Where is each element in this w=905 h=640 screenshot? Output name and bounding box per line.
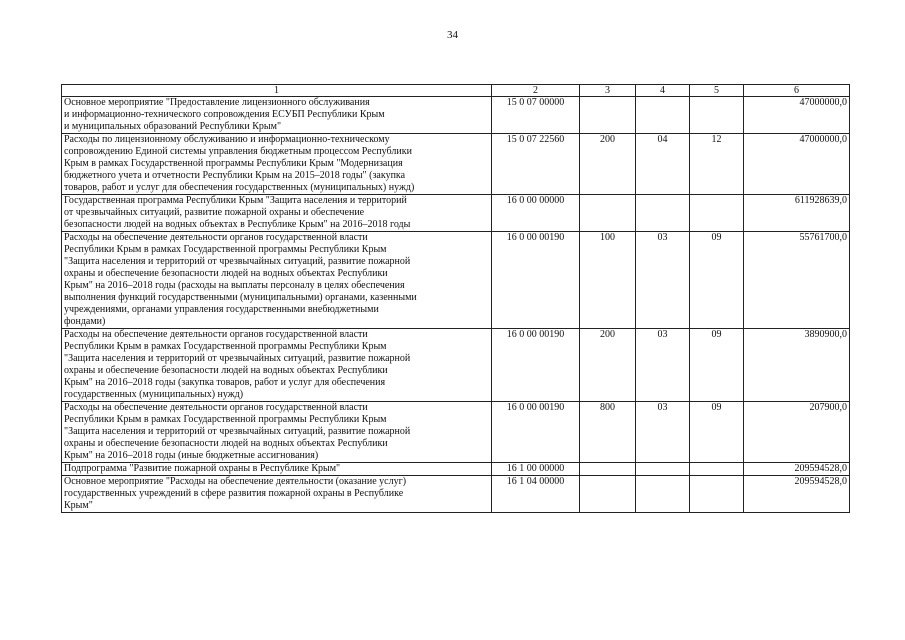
row-subsection: 09 bbox=[690, 402, 744, 463]
row-subsection: 12 bbox=[690, 134, 744, 195]
column-header: 1 bbox=[62, 85, 492, 97]
row-expense-kind: 100 bbox=[580, 232, 636, 329]
row-section: 04 bbox=[636, 134, 690, 195]
row-amount: 209594528,0 bbox=[744, 476, 850, 513]
table-row bbox=[62, 402, 850, 463]
row-description: Основное мероприятие "Расходы на обеспечение деятельности (оказание услуг) государственных учреждений в сфере развития пожарной охраны в Республике Крым" bbox=[62, 476, 492, 513]
table-row bbox=[62, 463, 850, 476]
row-target-code: 16 1 00 00000 bbox=[492, 463, 580, 476]
row-section bbox=[636, 97, 690, 134]
table-row bbox=[62, 476, 850, 513]
row-amount: 47000000,0 bbox=[744, 134, 850, 195]
budget-table bbox=[61, 84, 850, 513]
row-amount: 3890900,0 bbox=[744, 329, 850, 402]
table-row bbox=[62, 329, 850, 402]
row-target-code: 15 0 07 22560 bbox=[492, 134, 580, 195]
column-header: 3 bbox=[580, 85, 636, 97]
column-header: 2 bbox=[492, 85, 580, 97]
column-header: 4 bbox=[636, 85, 690, 97]
row-expense-kind bbox=[580, 195, 636, 232]
row-expense-kind: 200 bbox=[580, 134, 636, 195]
row-target-code: 16 1 04 00000 bbox=[492, 476, 580, 513]
row-target-code: 16 0 00 00190 bbox=[492, 232, 580, 329]
row-subsection: 09 bbox=[690, 329, 744, 402]
row-expense-kind: 200 bbox=[580, 329, 636, 402]
row-description: Государственная программа Республики Крым "Защита населения и территорий от чрезвычайных ситуаций, развитие пожарной охраны и обеспечение безопасности людей на водных объектах в Республике Крым" на 2016–2018 годы bbox=[62, 195, 492, 232]
row-amount: 55761700,0 bbox=[744, 232, 850, 329]
row-section bbox=[636, 476, 690, 513]
row-subsection bbox=[690, 476, 744, 513]
row-description: Расходы по лицензионному обслуживанию и информационно-техническому сопровождению Единой системы управления бюджетным процессом Республики Крым в рамках Государственной программы Республики Крым "Модернизация бюджетного учета и отчетности Республики Крым на 2015–2018 годы" (закупка товаров, работ и услуг для обеспечения государственных (муниципальных) нужд) bbox=[62, 134, 492, 195]
row-expense-kind bbox=[580, 97, 636, 134]
table-row bbox=[62, 134, 850, 195]
row-subsection bbox=[690, 97, 744, 134]
table-row bbox=[62, 195, 850, 232]
row-description: Подпрограмма "Развитие пожарной охраны в Республике Крым" bbox=[62, 463, 492, 476]
row-target-code: 16 0 00 00000 bbox=[492, 195, 580, 232]
table-row bbox=[62, 232, 850, 329]
table-header-row bbox=[62, 85, 850, 97]
row-description: Расходы на обеспечение деятельности органов государственной власти Республики Крым в рамках Государственной программы Республики Крым "Защита населения и территорий от чрезвычайных ситуаций, развитие пожарной охраны и обеспечение безопасности людей на водных объектах Республики Крым" на 2016–2018 годы (иные бюджетные ассигнования) bbox=[62, 402, 492, 463]
table-row bbox=[62, 97, 850, 134]
row-amount: 47000000,0 bbox=[744, 97, 850, 134]
row-amount: 611928639,0 bbox=[744, 195, 850, 232]
row-section: 03 bbox=[636, 402, 690, 463]
row-section: 03 bbox=[636, 232, 690, 329]
row-subsection: 09 bbox=[690, 232, 744, 329]
row-target-code: 15 0 07 00000 bbox=[492, 97, 580, 134]
row-amount: 209594528,0 bbox=[744, 463, 850, 476]
column-header: 6 bbox=[744, 85, 850, 97]
row-subsection bbox=[690, 195, 744, 232]
row-section bbox=[636, 463, 690, 476]
row-description: Расходы на обеспечение деятельности органов государственной власти Республики Крым в рамках Государственной программы Республики Крым "Защита населения и территорий от чрезвычайных ситуаций, развитие пожарной охраны и обеспечение безопасности людей на водных объектах Республики Крым" на 2016–2018 годы (расходы на выплаты персоналу в целях обеспечения выполнения функций государственными (муниципальными) органами, казенными учреждениями, органами управления государственными внебюджетными фондами) bbox=[62, 232, 492, 329]
row-description: Основное мероприятие "Предоставление лицензионного обслуживания и информационно-технического сопровождения ЕСУБП Республики Крым и муниципальных образований Республики Крым" bbox=[62, 97, 492, 134]
row-target-code: 16 0 00 00190 bbox=[492, 402, 580, 463]
row-expense-kind bbox=[580, 476, 636, 513]
row-description: Расходы на обеспечение деятельности органов государственной власти Республики Крым в рамках Государственной программы Республики Крым "Защита населения и территорий от чрезвычайных ситуаций, развитие пожарной охраны и обеспечение безопасности людей на водных объектах Республики Крым" на 2016–2018 годы (закупка товаров, работ и услуг для обеспечения государственных (муниципальных) нужд) bbox=[62, 329, 492, 402]
row-section bbox=[636, 195, 690, 232]
row-expense-kind: 800 bbox=[580, 402, 636, 463]
column-header: 5 bbox=[690, 85, 744, 97]
row-section: 03 bbox=[636, 329, 690, 402]
row-target-code: 16 0 00 00190 bbox=[492, 329, 580, 402]
row-expense-kind bbox=[580, 463, 636, 476]
row-subsection bbox=[690, 463, 744, 476]
row-amount: 207900,0 bbox=[744, 402, 850, 463]
page-number: 34 bbox=[447, 29, 458, 41]
